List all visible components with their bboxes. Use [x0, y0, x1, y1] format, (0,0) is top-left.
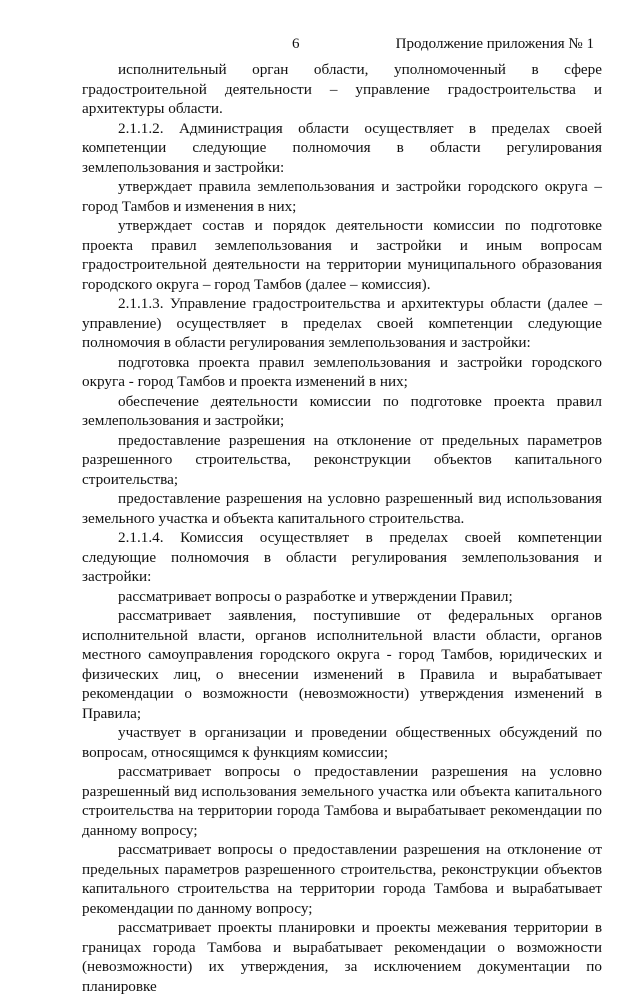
paragraph: обеспечение деятельности комиссии по подготовке проекта правил землепользования и застройки;	[82, 392, 602, 429]
paragraph: рассматривает вопросы о предоставлении разрешения на условно разрешенный вид использования земельного участка или объекта капитального строительства на территории города Тамбова и вырабатывает рекомендации по данному вопросу;	[82, 763, 602, 839]
document-body	[82, 60, 602, 996]
paragraph: рассматривает проекты планировки и проекты межевания территории в границах города Тамбова и вырабатывает рекомендации о возможности (невозможности) их утверждения, за исключением документации по планировке	[82, 919, 602, 995]
paragraph: предоставление разрешения на условно разрешенный вид использования земельного участка и объекта капитального строительства.	[82, 490, 602, 527]
paragraph: утверждает состав и порядок деятельности комиссии по подготовке проекта правил землепользования и застройки и иным вопросам градостроительной деятельности на территории муниципального образования городского округа – город Тамбов (далее – комиссия).	[82, 217, 602, 293]
paragraph: 2.1.1.3. Управление градостроительства и архитектуры области (далее – управление) осуществляет в пределах своей компетенции следующие полномочия в области регулирования землепользования и застройки:	[82, 295, 602, 351]
paragraph: рассматривает заявления, поступившие от федеральных органов исполнительной власти, органов исполнительной власти области, органов местного самоуправления городского округа - город Тамбов, юридических и физических лиц, о внесении изменений в Правила и вырабатывает рекомендации о возможности (невозможности) утверждения изменений в Правила;	[82, 607, 602, 722]
paragraph: рассматривает вопросы о разработке и утверждении Правил;	[118, 587, 513, 605]
paragraph: 2.1.1.4. Комиссия осуществляет в пределах своей компетенции следующие полномочия в области регулирования землепользования и застройки:	[82, 529, 602, 585]
paragraph: участвует в организации и проведении общественных обсуждений по вопросам, относящимся к функциям комиссии;	[82, 724, 602, 761]
page-number: 6	[292, 36, 300, 52]
paragraph: предоставление разрешения на отклонение от предельных параметров разрешенного строительства, реконструкции объектов капитального строительства;	[82, 431, 602, 488]
paragraph: утверждает правила землепользования и застройки городского округа – город Тамбов и изменения в них;	[82, 178, 602, 215]
paragraph: подготовка проекта правил землепользования и застройки городского округа - город Тамбов и проекта изменений в них;	[82, 353, 602, 390]
page-header	[0, 36, 640, 56]
paragraph: исполнительный орган области, уполномоченный в сфере градостроительной деятельности – управление градостроительства и архитектуры области.	[82, 61, 602, 117]
appendix-continuation-label: Продолжение приложения № 1	[395, 36, 594, 52]
paragraph: 2.1.1.2. Администрация области осуществляет в пределах своей компетенции следующие полномочия в области регулирования землепользования и застройки:	[82, 119, 602, 176]
paragraph: рассматривает вопросы о предоставлении разрешения на отклонение от предельных параметров разрешенного строительства, реконструкции объектов капитального строительства на территории города Тамбова и вырабатывает рекомендации по данному вопросу;	[82, 841, 602, 917]
